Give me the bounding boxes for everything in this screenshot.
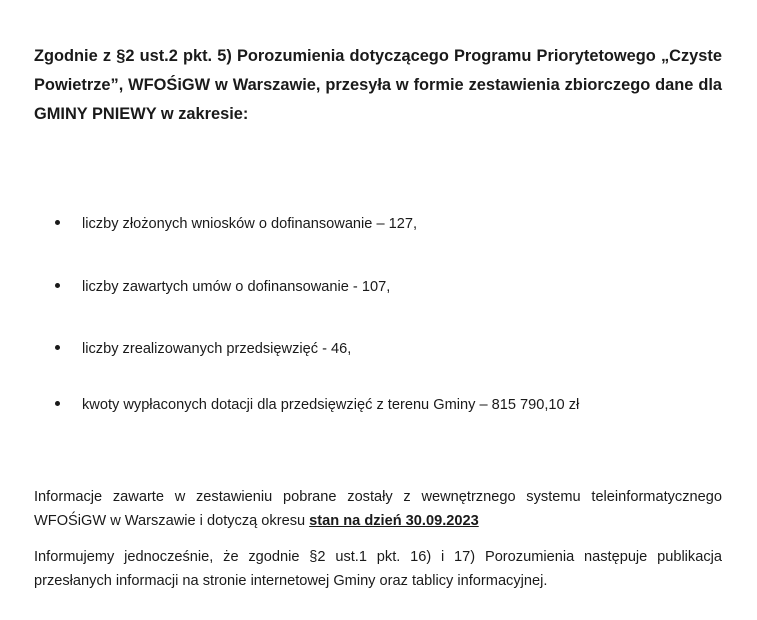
bullet-icon: [55, 283, 60, 288]
list-item: [55, 214, 417, 234]
bullet-icon: [55, 345, 60, 350]
intro-paragraph: Zgodnie z §2 ust.2 pkt. 5) Porozumienia dotyczącego Programu Priorytetowego „Czyste Powietrze”, WFOŚiGW w Warszawie, przesyła w formie zestawienia zbiorczego dane dla GMINY PNIEWY w zakresie:: [34, 47, 722, 123]
list-item-text: liczby zrealizowanych przedsięwzięć - 46,: [82, 341, 352, 357]
list-item-text: kwoty wypłaconych dotacji dla przedsięwzięć z terenu Gminy – 815 790,10 zł: [82, 397, 580, 413]
note-paragraph: Informujemy jednocześnie, że zgodnie §2 ust.1 pkt. 16) i 17) Porozumienia następuje publikacja przesłanych informacji na stronie internetowej Gminy oraz tablicy informacyjnej.: [34, 549, 722, 589]
list-item: [55, 339, 351, 359]
list-item: [55, 277, 390, 297]
status-date: stan na dzień 30.09.2023: [309, 513, 479, 529]
info-paragraph: [34, 485, 722, 533]
bullet-icon: [55, 401, 60, 406]
info-text: Informacje zawarte w zestawieniu pobrane zostały z wewnętrznego systemu teleinformatycznego WFOŚiGW w Warszawie i dotyczą okresu: [34, 489, 722, 529]
list-item-text: liczby złożonych wniosków o dofinansowanie – 127,: [82, 216, 418, 232]
list-item: [55, 395, 579, 415]
list-item-text: liczby zawartych umów o dofinansowanie - 107,: [82, 279, 391, 295]
bullet-icon: [55, 220, 60, 225]
